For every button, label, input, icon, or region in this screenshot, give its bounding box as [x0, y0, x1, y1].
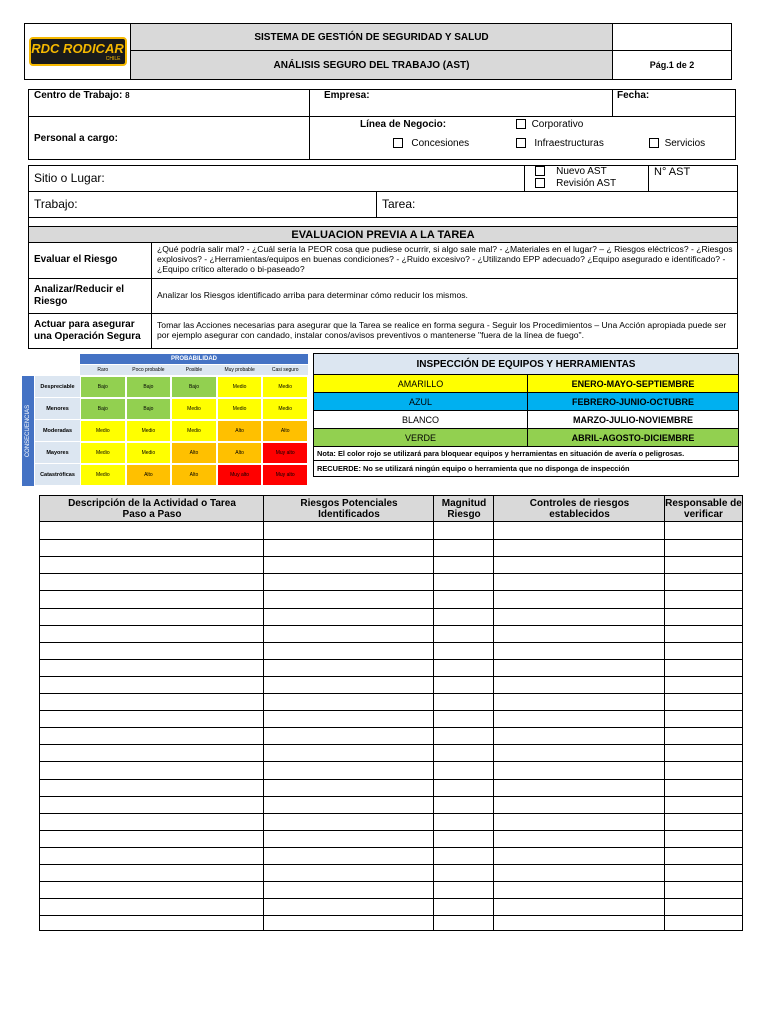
matrix-cell: Medio: [262, 376, 308, 398]
table-row: [40, 744, 742, 745]
logo-cell: [25, 24, 130, 79]
table-row: [40, 813, 742, 814]
table-row: [40, 590, 742, 591]
eval-title: EVALUACION PREVIA A LA TAREA: [28, 226, 738, 243]
fecha-label: Fecha:: [617, 90, 650, 101]
matrix-cell: Bajo: [80, 398, 126, 420]
option-infraestructuras[interactable]: Infraestructuras: [516, 138, 604, 149]
table-row: [40, 796, 742, 797]
matrix-cell: Medio: [171, 398, 217, 420]
option-revision-ast[interactable]: Revisión AST: [535, 178, 616, 189]
table-row: [40, 608, 742, 609]
matrix-row-label: Catastróficas: [35, 464, 80, 486]
eval-text-1: ¿Qué podría salir mal? - ¿Cuál sería la PEOR cosa que pudiese ocurrir, si algo sale mal? - ¿Materiales en el lugar? – ¿ Riesgos eléctricos? - ¿Riesgos explosivos? - ¿Herramientas/equipos en buenas condiciones? - ¿Ruido excesivo? - ¿Utilizando EPP adecuado? ¿Equipo asegurado e identificado? - ¿Equipo crítico alterado o bi-paseado?: [157, 244, 733, 274]
matrix-cell: Alto: [126, 464, 172, 486]
matrix-cell: Medio: [217, 376, 263, 398]
doc-title: ANÁLISIS SEGURO DEL TRABAJO (AST): [130, 51, 612, 79]
inspection-nota: Nota: El color rojo se utilizará para bloquear equipos y herramientas en situación de avería o peligrosas.: [313, 446, 739, 461]
checkbox-concesiones[interactable]: [393, 138, 403, 148]
tarea-label: Tarea:: [382, 197, 416, 211]
page-number: Pág.1 de 2: [612, 51, 731, 79]
matrix-cell: Medio: [80, 464, 126, 486]
inspection-months: MARZO-JULIO-NOVIEMBRE: [527, 410, 739, 429]
risk-matrix: [22, 354, 308, 486]
linea-label: Línea de Negocio:: [360, 119, 447, 130]
inspection-months: ENERO-MAYO-SEPTIEMBRE: [527, 374, 739, 393]
table-row: [40, 573, 742, 574]
checkbox-servicios[interactable]: [649, 138, 659, 148]
table-row: [40, 693, 742, 694]
matrix-cell: Bajo: [126, 376, 172, 398]
matrix-row-label: Despreciable: [35, 376, 80, 398]
option-servicios[interactable]: Servicios: [649, 138, 705, 149]
matrix-cell: Muy alto: [262, 442, 308, 464]
matrix-cell: Medio: [171, 420, 217, 442]
matrix-cell: Alto: [171, 464, 217, 486]
centro-label: Centro de Trabajo: 8: [34, 90, 130, 101]
sitio-label: Sitio o Lugar:: [34, 171, 105, 185]
matrix-col-label: Posible: [171, 365, 217, 375]
eval-label-2: Analizar/Reducir el Riesgo: [34, 284, 125, 307]
matrix-row-label: Moderadas: [35, 420, 80, 442]
matrix-cell: Medio: [126, 420, 172, 442]
table-row: [40, 539, 742, 540]
logo: [29, 37, 127, 66]
matrix-cell: Muy alto: [262, 464, 308, 486]
eval-label-1: Evaluar el Riesgo: [34, 254, 118, 265]
option-nuevo-ast[interactable]: Nuevo AST: [535, 166, 607, 177]
table-row: [40, 676, 742, 677]
inspection-color: VERDE: [313, 428, 528, 447]
inspection-months: FEBRERO-JUNIO-OCTUBRE: [527, 392, 739, 411]
matrix-col-label: Poco probable: [126, 365, 172, 375]
centro-value: 8: [125, 91, 130, 100]
checkbox-corporativo[interactable]: [516, 119, 526, 129]
table-row: [40, 881, 742, 882]
col-header-controles: Controles de riesgos establecidos: [529, 498, 630, 520]
table-row: [40, 847, 742, 848]
table-row: [40, 659, 742, 660]
matrix-cell: Muy alto: [217, 464, 263, 486]
table-row: [40, 864, 742, 865]
option-concesiones[interactable]: Concesiones: [393, 138, 469, 149]
table-row: [40, 779, 742, 780]
table-row: [40, 830, 742, 831]
matrix-cell: Alto: [262, 420, 308, 442]
table-row: [40, 915, 742, 916]
inspection-title: INSPECCIÓN DE EQUIPOS Y HERRAMIENTAS: [313, 353, 739, 375]
eval-text-2: Analizar los Riesgos identificado arriba para determinar cómo reducir los mismos.: [157, 290, 468, 300]
matrix-cell: Medio: [126, 442, 172, 464]
matrix-cell: Alto: [171, 442, 217, 464]
col-header-descripcion: Descripción de la Actividad o Tarea Paso a Paso: [68, 498, 236, 520]
nast-label: N° AST: [654, 166, 691, 178]
matrix-cell: Bajo: [126, 398, 172, 420]
prob-header: PROBABILIDAD: [80, 354, 308, 364]
table-row: [40, 556, 742, 557]
eval-label-3: Actuar para asegurar una Operación Segura: [34, 319, 141, 342]
system-title: SISTEMA DE GESTIÓN DE SEGURIDAD Y SALUD: [130, 24, 612, 51]
matrix-cell: Alto: [217, 420, 263, 442]
matrix-row-label: Mayores: [35, 442, 80, 464]
matrix-cell: Alto: [217, 442, 263, 464]
matrix-col-label: Muy probable: [217, 365, 263, 375]
table-row: [40, 710, 742, 711]
table-row: [40, 727, 742, 728]
table-row: [40, 625, 742, 626]
inspection-recuerde: RECUERDE: No se utilizará ningún equipo o herramienta que no disponga de inspección: [313, 460, 739, 477]
activity-table: [39, 495, 743, 931]
matrix-col-label: Raro: [80, 365, 126, 375]
matrix-cell: Bajo: [171, 376, 217, 398]
checkbox-infraestructuras[interactable]: [516, 138, 526, 148]
cons-title: CONSECUENCIAS: [25, 404, 31, 458]
col-header-responsable: Responsable de verificar: [665, 498, 742, 520]
logo-sub: CHILE: [105, 56, 121, 62]
option-corporativo[interactable]: Corporativo: [516, 119, 583, 130]
empresa-label: Empresa:: [324, 90, 370, 101]
matrix-cell: Medio: [262, 398, 308, 420]
inspection-color: AMARILLO: [313, 374, 528, 393]
header-empty-cell: [612, 24, 731, 51]
table-row: [40, 642, 742, 643]
table-row: [40, 761, 742, 762]
inspection-color: AZUL: [313, 392, 528, 411]
personal-label: Personal a cargo:: [34, 133, 118, 144]
matrix-cell: Medio: [80, 420, 126, 442]
matrix-row-label: Menores: [35, 398, 80, 420]
matrix-col-label: Casi seguro: [262, 365, 308, 375]
matrix-cell: Medio: [80, 442, 126, 464]
checkbox-nuevo-ast[interactable]: [535, 166, 545, 176]
col-header-magnitud: Magnitud Riesgo: [441, 498, 487, 520]
trabajo-label: Trabajo:: [34, 197, 78, 211]
checkbox-revision-ast[interactable]: [535, 178, 545, 188]
table-row: [40, 898, 742, 899]
matrix-cell: Bajo: [80, 376, 126, 398]
inspection-months: ABRIL-AGOSTO-DICIEMBRE: [527, 428, 739, 447]
col-header-riesgos: Riesgos Potenciales Identificados: [300, 498, 398, 520]
matrix-cell: Medio: [217, 398, 263, 420]
inspection-color: BLANCO: [313, 410, 528, 429]
eval-text-3: Tomar las Acciones necesarias para asegurar que la Tarea se realice en forma segura - Seguir los Procedimientos – Una Acción apropiada puede ser por ejemplo asegurar con candado, instalar conos/avisos preventivos o mantenerse "fuera de la línea de fuego".: [157, 320, 727, 340]
logo-text: RDC RODICAR: [31, 41, 124, 56]
cons-header: [22, 376, 34, 486]
